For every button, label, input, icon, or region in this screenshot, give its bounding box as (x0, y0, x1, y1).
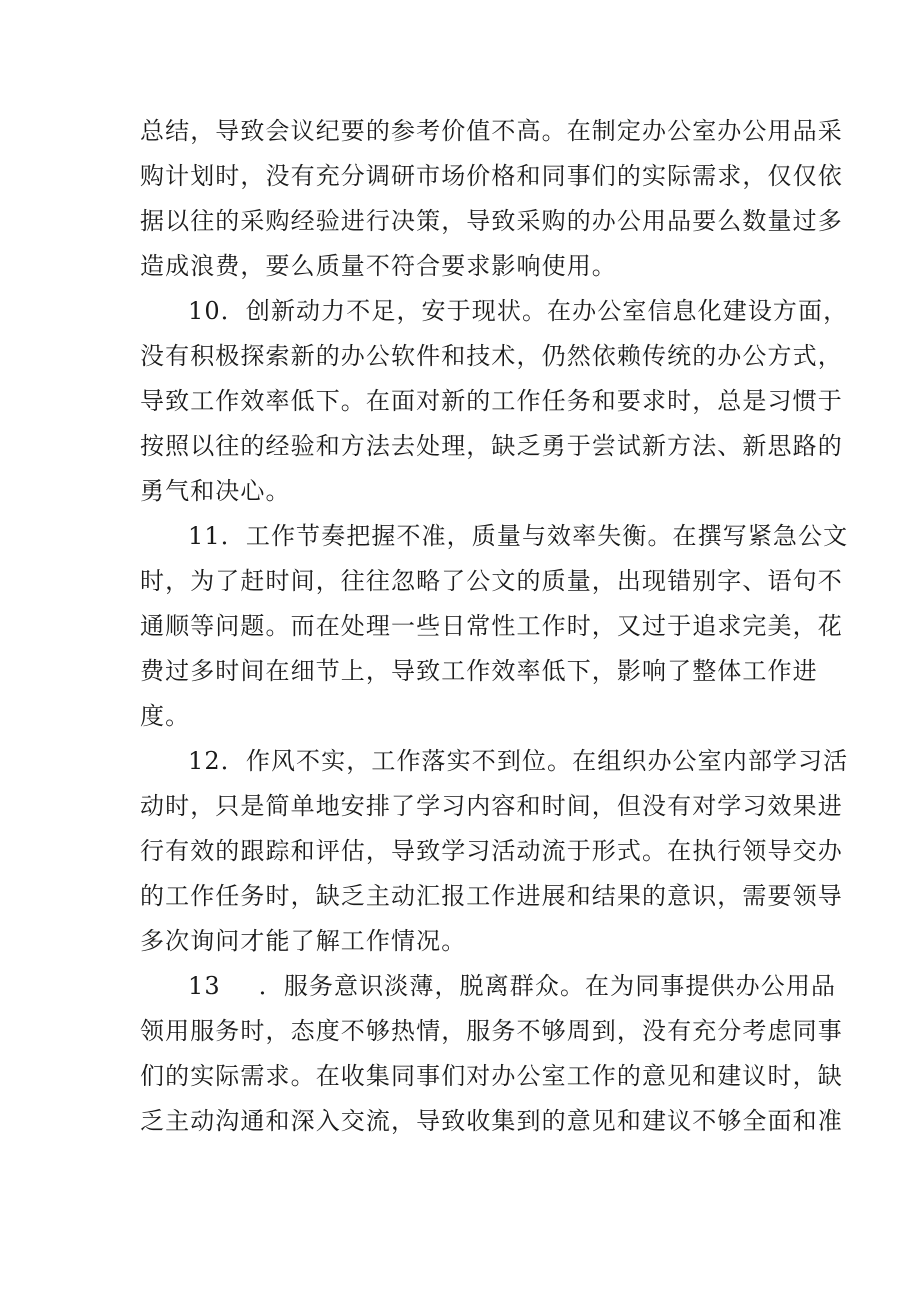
paragraph-line: 行有效的跟踪和评估，导致学习活动流于形式。在执行领导交办 (140, 837, 843, 865)
item-13-number: 13 (188, 972, 221, 1000)
item-10-heading-line: 10．创新动力不足，安于现状。在办公室信息化建设方面， (188, 297, 849, 325)
paragraph-line: 乏主动沟通和深入交流，导致收集到的意见和建议不够全面和准 (140, 1107, 843, 1135)
paragraph-line: 据以往的采购经验进行决策，导致采购的办公用品要么数量过多 (140, 207, 843, 235)
paragraph-line: 领用服务时，态度不够热情，服务不够周到，没有充分考虑同事 (140, 1017, 843, 1045)
paragraph-line: 造成浪费，要么质量不符合要求影响使用。 (140, 252, 617, 280)
item-12-heading-line: 12．作风不实，工作落实不到位。在组织办公室内部学习活 (188, 747, 849, 775)
paragraph-line: 时，为了赶时间，往往忽略了公文的质量，出现错别字、语句不 (140, 567, 843, 595)
paragraph-line: 导致工作效率低下。在面对新的工作任务和要求时，总是习惯于 (140, 387, 843, 415)
paragraph-line: 没有积极探索新的办公软件和技术，仍然依赖传统的办公方式， (140, 342, 843, 370)
paragraph-line: 通顺等问题。而在处理一些日常性工作时，又过于追求完美，花 (140, 612, 843, 640)
paragraph-line: 的工作任务时，缺乏主动汇报工作进展和结果的意识，需要领导 (140, 882, 843, 910)
paragraph-line: 购计划时，没有充分调研市场价格和同事们的实际需求，仅仅依 (140, 162, 843, 190)
paragraph-line: 动时，只是简单地安排了学习内容和时间，但没有对学习效果进 (140, 792, 843, 820)
paragraph-line: 勇气和决心。 (140, 477, 291, 505)
item-13-title: ．服务意识淡薄，脱离群众。在为同事提供办公用品 (258, 972, 837, 1000)
paragraph-line: 总结，导致会议纪要的参考价值不高。在制定办公室办公用品采 (140, 117, 843, 145)
item-13-heading-line (188, 971, 836, 1001)
paragraph-line: 按照以往的经验和方法去处理，缺乏勇于尝试新方法、新思路的 (140, 432, 843, 460)
paragraph-line: 度。 (140, 702, 191, 730)
paragraph-line: 费过多时间在细节上，导致工作效率低下，影响了整体工作进 (140, 657, 818, 685)
paragraph-line: 们的实际需求。在收集同事们对办公室工作的意见和建议时，缺 (140, 1062, 843, 1090)
paragraph-line: 多次询问才能了解工作情况。 (140, 927, 467, 955)
item-11-heading-line: 11．工作节奏把握不准，质量与效率失衡。在撰写紧急公文 (188, 522, 849, 550)
